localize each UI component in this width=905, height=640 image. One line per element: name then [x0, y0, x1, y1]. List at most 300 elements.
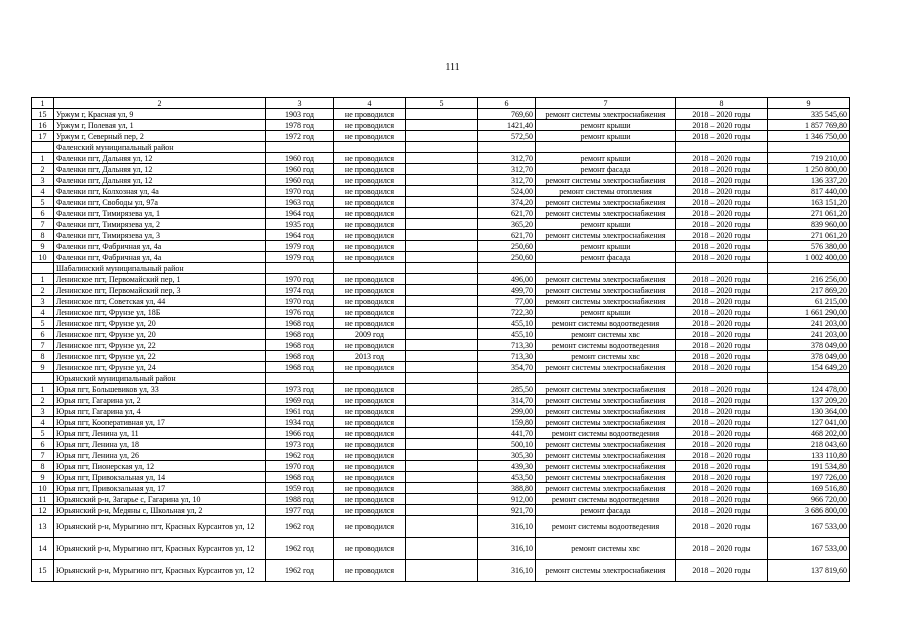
empty-cell: [406, 230, 478, 241]
work-type-cell: ремонт системы водоотведения: [536, 494, 676, 505]
district-title: Юрьянский муниципальный район: [54, 373, 266, 384]
build-year-cell: 1970 год: [266, 461, 334, 472]
period-cell: 2018 – 2020 годы: [676, 197, 768, 208]
table-row: [32, 230, 850, 241]
work-type-cell: ремонт системы хвс: [536, 538, 676, 560]
work-type-cell: ремонт системы электроснабжения: [536, 472, 676, 483]
table-row: [32, 120, 850, 131]
column-number-cell: 8: [676, 98, 768, 109]
last-repair-cell: не проводился: [334, 516, 406, 538]
table-row: [32, 395, 850, 406]
period-cell: 2018 – 2020 годы: [676, 208, 768, 219]
address-cell: Ленинское пгт, Первомайский пер, 1: [54, 274, 266, 285]
column-number-cell: 5: [406, 98, 478, 109]
area-cell: 499,70: [478, 285, 536, 296]
address-cell: Юрьянский р-н, Медяны с, Школьная ул, 2: [54, 505, 266, 516]
area-cell: 713,30: [478, 351, 536, 362]
build-year-cell: 1979 год: [266, 241, 334, 252]
empty-cell: [406, 384, 478, 395]
period-cell: 2018 – 2020 годы: [676, 351, 768, 362]
work-type-cell: ремонт системы электроснабжения: [536, 274, 676, 285]
address-cell: Юрья пгт, Кооперативная ул, 17: [54, 417, 266, 428]
build-year-cell: 1966 год: [266, 428, 334, 439]
build-year-cell: 1968 год: [266, 362, 334, 373]
period-cell: 2018 – 2020 годы: [676, 483, 768, 494]
work-type-cell: ремонт крыши: [536, 131, 676, 142]
cost-cell: 163 151,20: [768, 197, 850, 208]
table-row: [32, 406, 850, 417]
area-cell: 305,30: [478, 450, 536, 461]
area-cell: 912,00: [478, 494, 536, 505]
table-row: [32, 538, 850, 560]
period-cell: 2018 – 2020 годы: [676, 362, 768, 373]
build-year-cell: 1903 год: [266, 109, 334, 120]
cost-cell: 127 041,00: [768, 417, 850, 428]
row-number-cell: 9: [32, 241, 54, 252]
work-type-cell: ремонт системы электроснабжения: [536, 395, 676, 406]
empty-cell: [406, 219, 478, 230]
work-type-cell: ремонт системы электроснабжения: [536, 450, 676, 461]
work-type-cell: ремонт фасада: [536, 164, 676, 175]
row-number-cell: 6: [32, 439, 54, 450]
last-repair-cell: не проводился: [334, 296, 406, 307]
row-number-cell: 4: [32, 417, 54, 428]
empty-cell: [768, 373, 850, 384]
area-cell: 441,70: [478, 428, 536, 439]
table-row: [32, 241, 850, 252]
work-type-cell: ремонт системы водоотведения: [536, 428, 676, 439]
row-number-cell: 1: [32, 384, 54, 395]
table-row: [32, 219, 850, 230]
work-type-cell: ремонт системы электроснабжения: [536, 230, 676, 241]
table-body: [32, 98, 850, 582]
table-row: [32, 296, 850, 307]
work-type-cell: ремонт фасада: [536, 505, 676, 516]
address-cell: Фаленки пгт, Колхозная ул, 4а: [54, 186, 266, 197]
empty-cell: [676, 142, 768, 153]
empty-cell: [334, 263, 406, 274]
last-repair-cell: 2009 год: [334, 329, 406, 340]
empty-cell: [478, 373, 536, 384]
area-cell: 354,70: [478, 362, 536, 373]
table-row: [32, 417, 850, 428]
table-row: [32, 483, 850, 494]
empty-cell: [406, 197, 478, 208]
address-cell: Ленинское пгт, Фрунзе ул, 22: [54, 340, 266, 351]
table-row: [32, 505, 850, 516]
cost-cell: 3 686 800,00: [768, 505, 850, 516]
row-number-cell: 10: [32, 252, 54, 263]
cost-cell: 1 857 769,80: [768, 120, 850, 131]
cost-cell: 217 869,20: [768, 285, 850, 296]
period-cell: 2018 – 2020 годы: [676, 131, 768, 142]
last-repair-cell: не проводился: [334, 274, 406, 285]
build-year-cell: 1968 год: [266, 472, 334, 483]
row-number-cell: 13: [32, 516, 54, 538]
table-row: [32, 516, 850, 538]
table-row: [32, 197, 850, 208]
cost-cell: 817 440,00: [768, 186, 850, 197]
column-number-cell: 9: [768, 98, 850, 109]
cost-cell: 154 649,20: [768, 362, 850, 373]
area-cell: 621,70: [478, 208, 536, 219]
cost-cell: 335 545,60: [768, 109, 850, 120]
period-cell: 2018 – 2020 годы: [676, 450, 768, 461]
address-cell: Юрьянский р-н, Мурыгино пгт, Красных Курсантов ул, 12: [54, 560, 266, 582]
page-number: 111: [445, 62, 460, 73]
row-number-cell: 4: [32, 186, 54, 197]
row-number-cell: 5: [32, 197, 54, 208]
work-type-cell: ремонт системы водоотведения: [536, 318, 676, 329]
build-year-cell: 1970 год: [266, 186, 334, 197]
table-row: [32, 439, 850, 450]
last-repair-cell: не проводился: [334, 428, 406, 439]
table-row: [32, 252, 850, 263]
last-repair-cell: не проводился: [334, 505, 406, 516]
empty-cell: [406, 296, 478, 307]
period-cell: 2018 – 2020 годы: [676, 120, 768, 131]
area-cell: 374,20: [478, 197, 536, 208]
area-cell: 769,60: [478, 109, 536, 120]
area-cell: 388,80: [478, 483, 536, 494]
column-number-cell: 2: [54, 98, 266, 109]
period-cell: 2018 – 2020 годы: [676, 230, 768, 241]
row-number-cell: 7: [32, 450, 54, 461]
row-number-cell: 2: [32, 395, 54, 406]
area-cell: 159,80: [478, 417, 536, 428]
build-year-cell: 1964 год: [266, 230, 334, 241]
row-number-cell: 14: [32, 538, 54, 560]
last-repair-cell: не проводился: [334, 362, 406, 373]
work-type-cell: ремонт системы электроснабжения: [536, 197, 676, 208]
table-row: [32, 351, 850, 362]
last-repair-cell: не проводился: [334, 439, 406, 450]
table-row: [32, 175, 850, 186]
empty-cell: [478, 142, 536, 153]
empty-cell: [406, 340, 478, 351]
empty-cell: [334, 373, 406, 384]
build-year-cell: 1962 год: [266, 516, 334, 538]
cost-cell: 1 346 750,00: [768, 131, 850, 142]
row-number-cell: 8: [32, 351, 54, 362]
empty-cell: [406, 274, 478, 285]
address-cell: Уржум г, Красная ул, 9: [54, 109, 266, 120]
cost-cell: 241 203,00: [768, 329, 850, 340]
build-year-cell: 1970 год: [266, 296, 334, 307]
cost-cell: 468 202,00: [768, 428, 850, 439]
address-cell: Фаленки пгт, Тимирязева ул, 2: [54, 219, 266, 230]
address-cell: Юрья пгт, Гагарина ул, 4: [54, 406, 266, 417]
empty-cell: [406, 241, 478, 252]
build-year-cell: 1973 год: [266, 439, 334, 450]
work-type-cell: ремонт крыши: [536, 241, 676, 252]
period-cell: 2018 – 2020 годы: [676, 296, 768, 307]
area-cell: 572,50: [478, 131, 536, 142]
cost-cell: 1 002 400,00: [768, 252, 850, 263]
build-year-cell: 1972 год: [266, 131, 334, 142]
work-type-cell: ремонт крыши: [536, 219, 676, 230]
cost-cell: 241 203,00: [768, 318, 850, 329]
address-cell: Юрьянский р-н, Мурыгино пгт, Красных Курсантов ул, 12: [54, 538, 266, 560]
address-cell: Юрья пгт, Ленина ул, 11: [54, 428, 266, 439]
build-year-cell: 1968 год: [266, 351, 334, 362]
last-repair-cell: не проводился: [334, 450, 406, 461]
period-cell: 2018 – 2020 годы: [676, 461, 768, 472]
address-cell: Ленинское пгт, Первомайский пер, 3: [54, 285, 266, 296]
work-type-cell: ремонт системы электроснабжения: [536, 362, 676, 373]
empty-cell: [266, 142, 334, 153]
period-cell: 2018 – 2020 годы: [676, 417, 768, 428]
table-row: [32, 340, 850, 351]
row-number-cell: 2: [32, 164, 54, 175]
empty-cell: [406, 142, 478, 153]
address-cell: Уржум г, Полевая ул, 1: [54, 120, 266, 131]
area-cell: 496,00: [478, 274, 536, 285]
table-row: [32, 186, 850, 197]
table-row: [32, 153, 850, 164]
empty-cell: [536, 142, 676, 153]
empty-cell: [406, 208, 478, 219]
table-row: [32, 164, 850, 175]
row-number-cell: 9: [32, 472, 54, 483]
empty-cell: [406, 428, 478, 439]
cost-cell: 137 209,20: [768, 395, 850, 406]
address-cell: Фаленки пгт, Дальняя ул, 12: [54, 153, 266, 164]
row-number-cell: 8: [32, 461, 54, 472]
last-repair-cell: не проводился: [334, 307, 406, 318]
table-row: [32, 560, 850, 582]
empty-cell: [406, 461, 478, 472]
area-cell: 455,10: [478, 329, 536, 340]
work-type-cell: ремонт системы электроснабжения: [536, 439, 676, 450]
last-repair-cell: не проводился: [334, 285, 406, 296]
period-cell: 2018 – 2020 годы: [676, 395, 768, 406]
area-cell: 1421,40: [478, 120, 536, 131]
cost-cell: 576 380,00: [768, 241, 850, 252]
cost-cell: 169 516,80: [768, 483, 850, 494]
last-repair-cell: не проводился: [334, 384, 406, 395]
address-cell: Фаленки пгт, Фабричная ул, 4а: [54, 252, 266, 263]
row-number-cell: 7: [32, 219, 54, 230]
cost-cell: 133 110,80: [768, 450, 850, 461]
area-cell: 316,10: [478, 516, 536, 538]
row-number-cell: 11: [32, 494, 54, 505]
last-repair-cell: не проводился: [334, 230, 406, 241]
empty-cell: [406, 307, 478, 318]
cost-cell: 839 960,00: [768, 219, 850, 230]
work-type-cell: ремонт системы водоотведения: [536, 340, 676, 351]
empty-cell: [768, 263, 850, 274]
area-cell: 312,70: [478, 153, 536, 164]
last-repair-cell: не проводился: [334, 109, 406, 120]
last-repair-cell: не проводился: [334, 153, 406, 164]
work-type-cell: ремонт системы электроснабжения: [536, 483, 676, 494]
work-type-cell: ремонт системы электроснабжения: [536, 461, 676, 472]
address-cell: Фаленки пгт, Дальняя ул, 12: [54, 175, 266, 186]
area-cell: 713,30: [478, 340, 536, 351]
build-year-cell: 1963 год: [266, 197, 334, 208]
cost-cell: 271 061,20: [768, 230, 850, 241]
empty-cell: [406, 472, 478, 483]
build-year-cell: 1977 год: [266, 505, 334, 516]
row-number-cell: 15: [32, 109, 54, 120]
table-row: [32, 461, 850, 472]
cost-cell: 124 478,00: [768, 384, 850, 395]
period-cell: 2018 – 2020 годы: [676, 472, 768, 483]
last-repair-cell: не проводился: [334, 186, 406, 197]
area-cell: 314,70: [478, 395, 536, 406]
work-type-cell: ремонт системы электроснабжения: [536, 109, 676, 120]
empty-cell: [266, 373, 334, 384]
row-number-cell: 1: [32, 153, 54, 164]
column-number-cell: 1: [32, 98, 54, 109]
work-type-cell: ремонт крыши: [536, 153, 676, 164]
last-repair-cell: не проводился: [334, 417, 406, 428]
period-cell: 2018 – 2020 годы: [676, 307, 768, 318]
row-number-cell: 9: [32, 362, 54, 373]
build-year-cell: 1934 год: [266, 417, 334, 428]
empty-cell: [32, 263, 54, 274]
period-cell: 2018 – 2020 годы: [676, 175, 768, 186]
work-type-cell: ремонт системы водоотведения: [536, 516, 676, 538]
period-cell: 2018 – 2020 годы: [676, 560, 768, 582]
row-number-cell: 5: [32, 318, 54, 329]
area-cell: 316,10: [478, 560, 536, 582]
table-row: [32, 274, 850, 285]
table-row: [32, 450, 850, 461]
cost-cell: 966 720,00: [768, 494, 850, 505]
last-repair-cell: не проводился: [334, 461, 406, 472]
cost-cell: 1 661 290,00: [768, 307, 850, 318]
cost-cell: 1 250 800,00: [768, 164, 850, 175]
empty-cell: [406, 362, 478, 373]
work-type-cell: ремонт системы электроснабжения: [536, 417, 676, 428]
empty-cell: [32, 373, 54, 384]
empty-cell: [406, 131, 478, 142]
work-type-cell: ремонт системы электроснабжения: [536, 384, 676, 395]
district-title: Фаленский муниципальный район: [54, 142, 266, 153]
period-cell: 2018 – 2020 годы: [676, 274, 768, 285]
row-number-cell: 10: [32, 483, 54, 494]
build-year-cell: 1968 год: [266, 318, 334, 329]
build-year-cell: 1976 год: [266, 307, 334, 318]
row-number-cell: 7: [32, 340, 54, 351]
repair-schedule-table: [31, 97, 850, 582]
area-cell: 250,60: [478, 241, 536, 252]
period-cell: 2018 – 2020 годы: [676, 340, 768, 351]
empty-cell: [406, 417, 478, 428]
cost-cell: 378 049,00: [768, 351, 850, 362]
row-number-cell: 6: [32, 329, 54, 340]
table-row: [32, 362, 850, 373]
last-repair-cell: не проводился: [334, 494, 406, 505]
address-cell: Юрья пгт, Пионерская ул, 12: [54, 461, 266, 472]
build-year-cell: 1960 год: [266, 164, 334, 175]
last-repair-cell: не проводился: [334, 538, 406, 560]
district-title: Шабалинский муниципальный район: [54, 263, 266, 274]
empty-cell: [266, 263, 334, 274]
empty-cell: [406, 318, 478, 329]
empty-cell: [406, 450, 478, 461]
address-cell: Уржум г, Северный пер, 2: [54, 131, 266, 142]
address-cell: Юрьянский р-н, Мурыгино пгт, Красных Курсантов ул, 12: [54, 516, 266, 538]
cost-cell: 197 726,00: [768, 472, 850, 483]
address-cell: Юрья пгт, Ленина ул, 18: [54, 439, 266, 450]
empty-cell: [406, 263, 478, 274]
empty-cell: [406, 164, 478, 175]
row-number-cell: 4: [32, 307, 54, 318]
row-number-cell: 3: [32, 406, 54, 417]
last-repair-cell: не проводился: [334, 175, 406, 186]
period-cell: 2018 – 2020 годы: [676, 153, 768, 164]
row-number-cell: 1: [32, 274, 54, 285]
last-repair-cell: не проводился: [334, 560, 406, 582]
row-number-cell: 15: [32, 560, 54, 582]
cost-cell: 137 819,60: [768, 560, 850, 582]
address-cell: Фаленки пгт, Тимирязева ул, 1: [54, 208, 266, 219]
build-year-cell: 1960 год: [266, 153, 334, 164]
column-number-cell: 3: [266, 98, 334, 109]
period-cell: 2018 – 2020 годы: [676, 439, 768, 450]
column-number-cell: 4: [334, 98, 406, 109]
build-year-cell: 1988 год: [266, 494, 334, 505]
row-number-cell: 5: [32, 428, 54, 439]
build-year-cell: 1961 год: [266, 406, 334, 417]
table-row: [32, 131, 850, 142]
last-repair-cell: 2013 год: [334, 351, 406, 362]
table-row: [32, 428, 850, 439]
empty-cell: [406, 329, 478, 340]
empty-cell: [406, 483, 478, 494]
cost-cell: 719 210,00: [768, 153, 850, 164]
address-cell: Ленинское пгт, Фрунзе ул, 20: [54, 318, 266, 329]
address-cell: Юрья пгт, Ленина ул, 26: [54, 450, 266, 461]
build-year-cell: 1962 год: [266, 560, 334, 582]
area-cell: 439,30: [478, 461, 536, 472]
empty-cell: [768, 142, 850, 153]
area-cell: 250,60: [478, 252, 536, 263]
last-repair-cell: не проводился: [334, 318, 406, 329]
row-number-cell: 3: [32, 175, 54, 186]
district-section-row: [32, 142, 850, 153]
empty-cell: [406, 505, 478, 516]
address-cell: Ленинское пгт, Фрунзе ул, 20: [54, 329, 266, 340]
last-repair-cell: не проводился: [334, 164, 406, 175]
last-repair-cell: не проводился: [334, 406, 406, 417]
period-cell: 2018 – 2020 годы: [676, 538, 768, 560]
period-cell: 2018 – 2020 годы: [676, 384, 768, 395]
work-type-cell: ремонт фасада: [536, 252, 676, 263]
period-cell: 2018 – 2020 годы: [676, 164, 768, 175]
table-row: [32, 472, 850, 483]
table-row: [32, 208, 850, 219]
empty-cell: [406, 153, 478, 164]
row-number-cell: 16: [32, 120, 54, 131]
area-cell: 921,70: [478, 505, 536, 516]
last-repair-cell: не проводился: [334, 252, 406, 263]
period-cell: 2018 – 2020 годы: [676, 109, 768, 120]
empty-cell: [406, 494, 478, 505]
row-number-cell: 2: [32, 285, 54, 296]
build-year-cell: 1974 год: [266, 285, 334, 296]
empty-cell: [676, 263, 768, 274]
last-repair-cell: не проводился: [334, 208, 406, 219]
row-number-cell: 6: [32, 208, 54, 219]
empty-cell: [406, 516, 478, 538]
area-cell: 316,10: [478, 538, 536, 560]
area-cell: 722,30: [478, 307, 536, 318]
build-year-cell: 1979 год: [266, 252, 334, 263]
